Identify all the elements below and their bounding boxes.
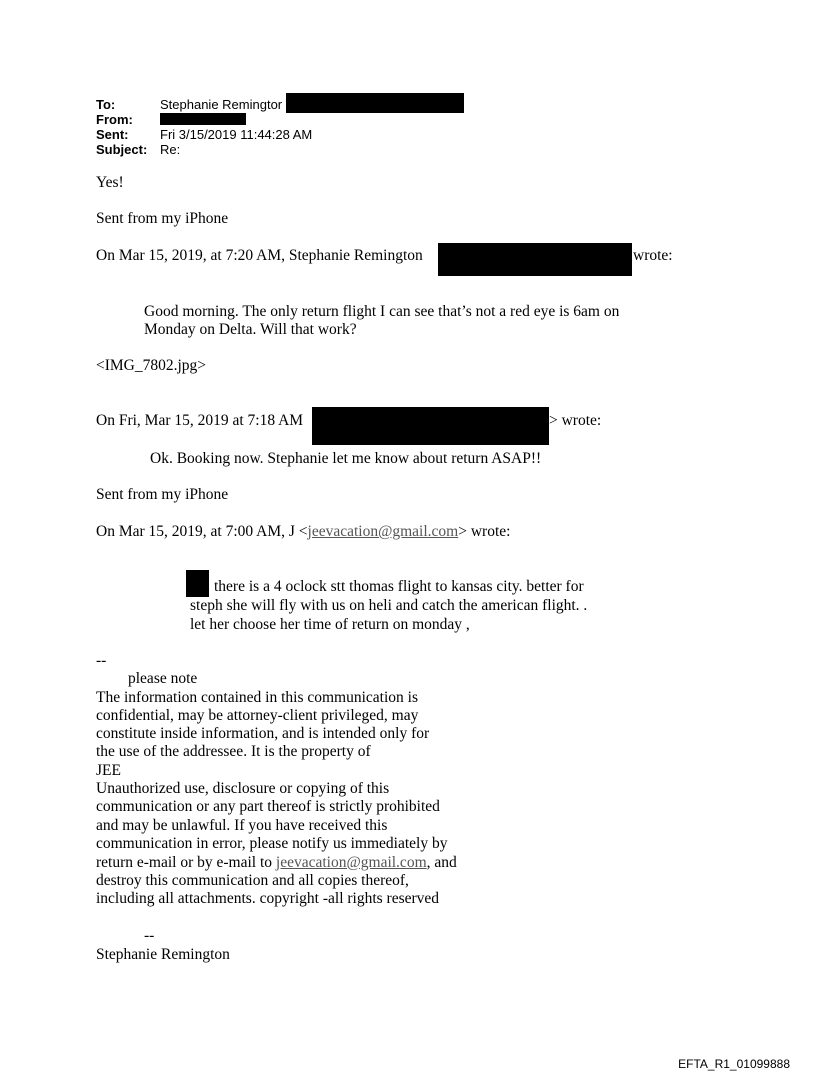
disclaimer-line: confidential, may be attorney-client privileged, may (96, 707, 419, 724)
redaction-quote1-email (438, 243, 632, 276)
document-id: EFTA_R1_01099888 (678, 1057, 790, 1071)
disclaimer-line: communication or any part thereof is strictly prohibited (96, 798, 440, 815)
disclaimer-return-b: , and (426, 854, 457, 871)
header-subject-row (96, 142, 180, 157)
redaction-from (160, 113, 246, 125)
header-to-row (96, 97, 282, 112)
quote3-line3: let her choose her time of return on monday , (190, 616, 470, 633)
quote3-line1: there is a 4 oclock stt thomas flight to kansas city. better for (214, 578, 584, 595)
closing-name: Stephanie Remington (96, 946, 230, 963)
quote2-line: Ok. Booking now. Stephanie let me know about return ASAP!! (150, 450, 542, 467)
quote3-email-link[interactable]: jeevacation@gmail.com (307, 523, 459, 540)
quote3-intro (96, 523, 510, 541)
quote2-intro: On Fri, Mar 15, 2019 at 7:18 AM (96, 412, 304, 429)
closing-dashes: -- (144, 927, 155, 944)
disclaimer-line: constitute inside information, and is intended only for (96, 725, 430, 742)
disclaimer-dashes: -- (96, 652, 107, 669)
reply-text: Yes! (96, 174, 124, 191)
quote3-intro-b: > wrote: (458, 523, 511, 540)
from-label: From: (96, 112, 133, 127)
sent-label: Sent: (96, 127, 129, 142)
header-from-row (96, 112, 160, 127)
quote1-line1: Good morning. The only return flight I can see that’s not a red eye is 6am on (144, 303, 620, 320)
attachment-name: <IMG_7802.jpg> (96, 357, 207, 374)
disclaimer-line: including all attachments. copyright -all rights reserved (96, 890, 440, 907)
disclaimer-line: and may be unlawful. If you have received this (96, 817, 388, 834)
to-label: To: (96, 97, 116, 112)
quote1-intro: On Mar 15, 2019, at 7:20 AM, Stephanie Remington (96, 247, 423, 264)
disclaimer-please-note: please note (128, 670, 198, 687)
disclaimer-line: Unauthorized use, disclosure or copying of this (96, 780, 390, 797)
header-sent-row (96, 127, 312, 142)
disclaimer-line: The information contained in this communication is (96, 689, 418, 706)
quote3-intro-a: On Mar 15, 2019, at 7:00 AM, J < (96, 523, 308, 540)
quote1-wrote: wrote: (633, 247, 673, 264)
redaction-to-email (286, 93, 464, 113)
disclaimer-return-line (96, 854, 457, 872)
disclaimer-line: the use of the addressee. It is the property of (96, 743, 371, 760)
redaction-quote3-name (186, 570, 209, 597)
disclaimer-line: communication in error, please notify us immediately by (96, 835, 448, 852)
sent-value: Fri 3/15/2019 11:44:28 AM (160, 127, 313, 142)
disclaimer-return-a: return e-mail or by e-mail to (96, 854, 276, 871)
subject-label: Subject: (96, 142, 148, 157)
quote1-line2: Monday on Delta. Will that work? (144, 321, 357, 338)
quote2-wrote: > wrote: (549, 412, 602, 429)
signature-iphone-2: Sent from my iPhone (96, 486, 229, 503)
disclaimer-email-link[interactable]: jeevacation@gmail.com (275, 854, 427, 871)
redaction-quote2-email (312, 407, 549, 445)
to-value: Stephanie Remingtor (160, 97, 283, 112)
quote3-line2: steph she will fly with us on heli and catch the american flight. . (190, 597, 588, 614)
subject-value: Re: (160, 142, 181, 157)
disclaimer-line: destroy this communication and all copies thereof, (96, 872, 409, 889)
signature-iphone-1: Sent from my iPhone (96, 210, 229, 227)
disclaimer-line: JEE (96, 762, 121, 779)
